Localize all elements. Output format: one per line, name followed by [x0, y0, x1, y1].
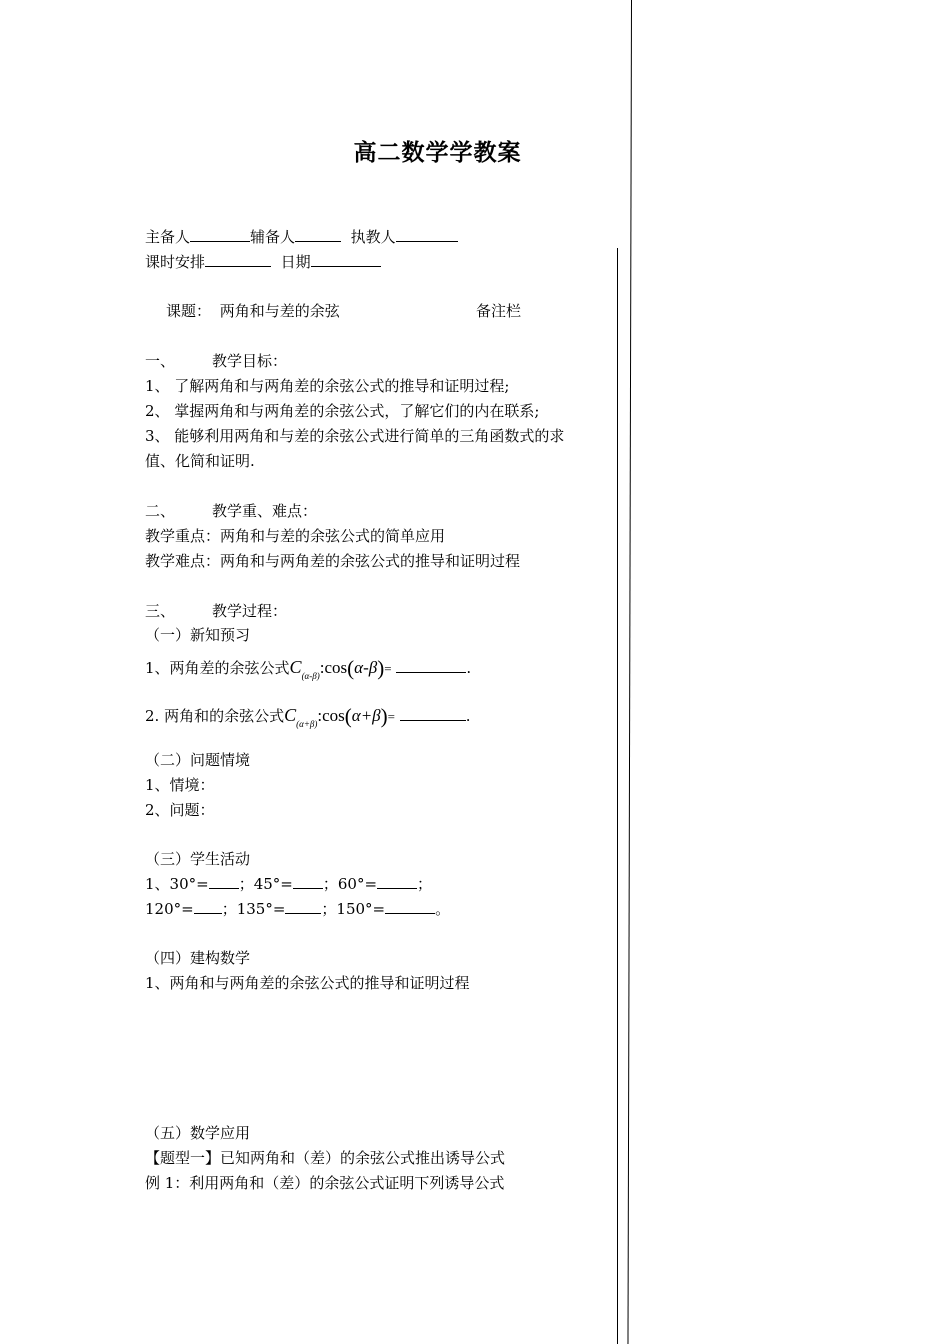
- construct-item: 1、两角和与两角差的余弦公式的推导和证明过程: [145, 974, 470, 992]
- section1-number: 一、: [145, 352, 176, 370]
- angle-135-label: ；135°=: [221, 900, 286, 918]
- schedule-line: [145, 252, 381, 272]
- notes-column-rule: [617, 248, 618, 1344]
- date-label: 日期: [280, 253, 311, 271]
- lead-preparer-label: 主备人: [145, 228, 191, 246]
- formula2-label: 2. 两角和的余弦公式: [145, 707, 285, 725]
- section3-heading: [145, 601, 288, 621]
- formula-sum: 2. 两角和的余弦公式$C_{(\alpha+\beta)}:\cos(\alpha+\beta)=$ .: [145, 704, 471, 729]
- lead-preparer-blank: [190, 227, 250, 242]
- assistant-preparer-blank: [295, 227, 341, 242]
- date-blank: [311, 252, 381, 267]
- angle-60-label: ；60°=: [322, 875, 378, 893]
- formula-difference: 1、两角差的余弦公式$C_{(\alpha-\beta)}:\cos(\alpha-\beta)=$ .: [145, 656, 472, 681]
- angle-120-label: 120°=: [145, 900, 194, 918]
- angle-45-label: ；45°=: [238, 875, 293, 893]
- section2-title: 教学重、难点：: [212, 502, 318, 520]
- right-margin-rule: [627, 0, 632, 1344]
- objective-item: 3、 能够利用两角和与差的余弦公式进行简单的三角函数式的求: [145, 427, 565, 445]
- topic-name: 两角和与差的余弦: [219, 302, 340, 320]
- page-title: 高二数学学教案: [353, 139, 522, 166]
- angle-45-blank: [293, 874, 323, 889]
- teacher-label: 执教人: [350, 228, 396, 246]
- subsection-activity: （三）学生活动: [145, 850, 251, 868]
- section2-number: 二、: [145, 502, 176, 520]
- notes-column-label: 备注栏: [476, 302, 522, 320]
- assistant-preparer-label: 辅备人: [250, 228, 296, 246]
- activity-row-2: 120°= ；135°= ；150°= 。: [145, 900, 451, 918]
- problem-type-1: 【题型一】已知两角和（差）的余弦公式推出诱导公式: [145, 1149, 506, 1167]
- angle-135-blank: [285, 899, 321, 914]
- question-item: 2、问题：: [145, 801, 215, 819]
- key-point: 教学重点：两角和与差的余弦公式的简单应用: [145, 527, 446, 545]
- formula1-blank: [396, 658, 466, 673]
- angle-60-blank: [377, 874, 417, 889]
- angle-30-label: 1、30°=: [145, 875, 209, 893]
- formula1-label: 1、两角差的余弦公式: [145, 659, 290, 677]
- situation-item: 1、情境：: [145, 776, 215, 794]
- angle-30-blank: [209, 874, 239, 889]
- objective-item: 1、 了解两角和与两角差的余弦公式的推导和证明过程;: [145, 377, 510, 395]
- section2-heading: [145, 501, 318, 521]
- objective-item: 值、化简和证明.: [145, 452, 255, 470]
- schedule-blank: [205, 252, 271, 267]
- subsection-construct: （四）建构数学: [145, 949, 251, 967]
- section1-title: 教学目标：: [212, 352, 288, 370]
- cos-sum-formula: $C_{(\alpha+\beta)}:\cos(\alpha+\beta)=$: [284, 704, 395, 729]
- formula2-blank: [400, 706, 466, 721]
- example-1: 例 1：利用两角和（差）的余弦公式证明下列诱导公式: [145, 1174, 505, 1192]
- subsection-situation: （二）问题情境: [145, 751, 251, 769]
- preparers-line: [145, 227, 458, 247]
- topic-label: 课题：: [166, 302, 212, 320]
- angle-120-blank: [194, 899, 222, 914]
- angle-150-label: ；150°=: [321, 900, 386, 918]
- activity-row-1: 1、30°= ；45°= ；60°= ；: [145, 875, 433, 893]
- angle-150-blank: [385, 899, 435, 914]
- teacher-blank: [396, 227, 458, 242]
- subsection-preview: （一）新知预习: [145, 626, 251, 644]
- cos-difference-formula: $C_{(\alpha-\beta)}:\cos(\alpha-\beta)=$: [289, 656, 392, 681]
- section3-title: 教学过程：: [212, 602, 288, 620]
- section3-number: 三、: [145, 602, 176, 620]
- section1-heading: [145, 351, 288, 371]
- difficult-point: 教学难点：两角和与两角差的余弦公式的推导和证明过程: [145, 552, 521, 570]
- objective-item: 2、 掌握两角和与两角差的余弦公式，了解它们的内在联系;: [145, 402, 540, 420]
- schedule-label: 课时安排: [145, 253, 206, 271]
- subsection-application: （五）数学应用: [145, 1124, 251, 1142]
- topic-line: [166, 301, 340, 321]
